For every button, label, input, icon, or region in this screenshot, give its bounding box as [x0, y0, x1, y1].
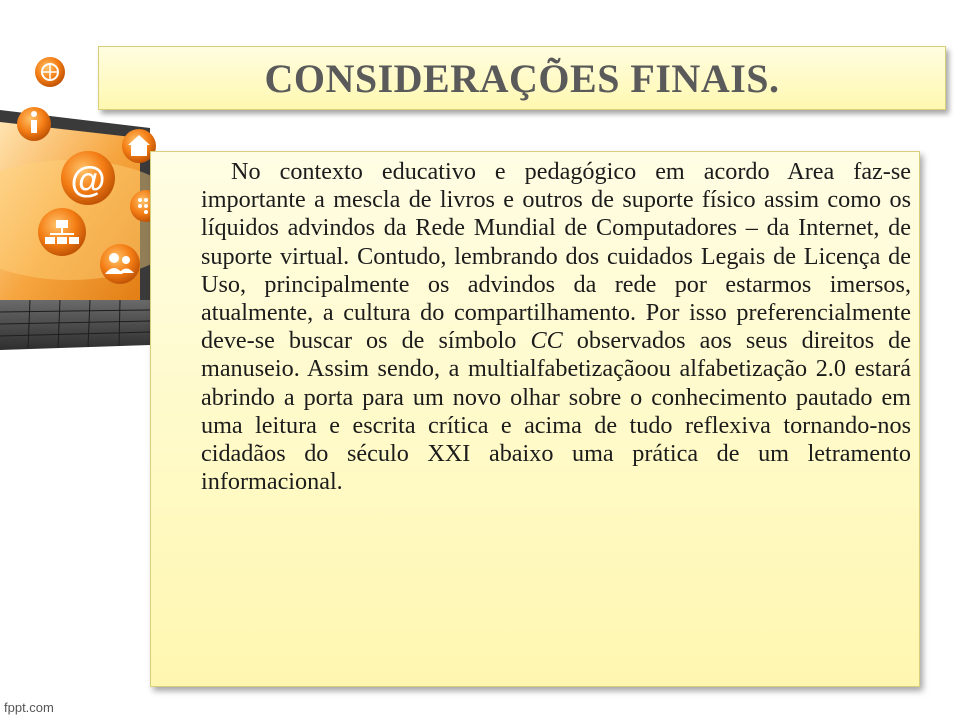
- network-icon: [38, 208, 86, 256]
- paragraph-text-part-1: No contexto educativo e pedagógico em acordo Area faz-se importante a mescla de livros e outros de suporte físico assim como os líquidos advindos da Rede Mundial de Computadores – da Internet, de suporte virtual. Contudo, lembrando dos cuidados Legais de Licença de Uso, principalmente os advindos da rede por estarmos imersos, atualmente, a cultura do compartilhamento. Por isso preferencialmente deve-se buscar os de símbolo: [201, 158, 911, 355]
- slide-title: CONSIDERAÇÕES FINAIS.: [264, 55, 780, 101]
- fppt-watermark: fppt.com: [4, 700, 54, 715]
- at-sign-icon: [61, 151, 115, 205]
- users-icon: [100, 244, 140, 284]
- body-paragraph: [201, 158, 911, 496]
- title-box: [98, 46, 946, 110]
- svg-text:@: @: [70, 159, 106, 200]
- paragraph-text-part-2: observados aos seus direitos de manuseio. Assim sendo, a multialfabetizaçãoou alfabetização 2.0 estará abrindo a porta para um novo olhar sobre o conhecimento pautado em uma leitura e escrita crítica e acima de tudo reflexiva tornando-nos cidadãos do século XXI abaixo uma prática de um letramento informacional.: [201, 327, 911, 496]
- content-box: [150, 151, 920, 687]
- info-icon: [17, 107, 51, 141]
- globe-icon: [35, 57, 65, 87]
- cc-symbol-text: CC: [530, 327, 563, 355]
